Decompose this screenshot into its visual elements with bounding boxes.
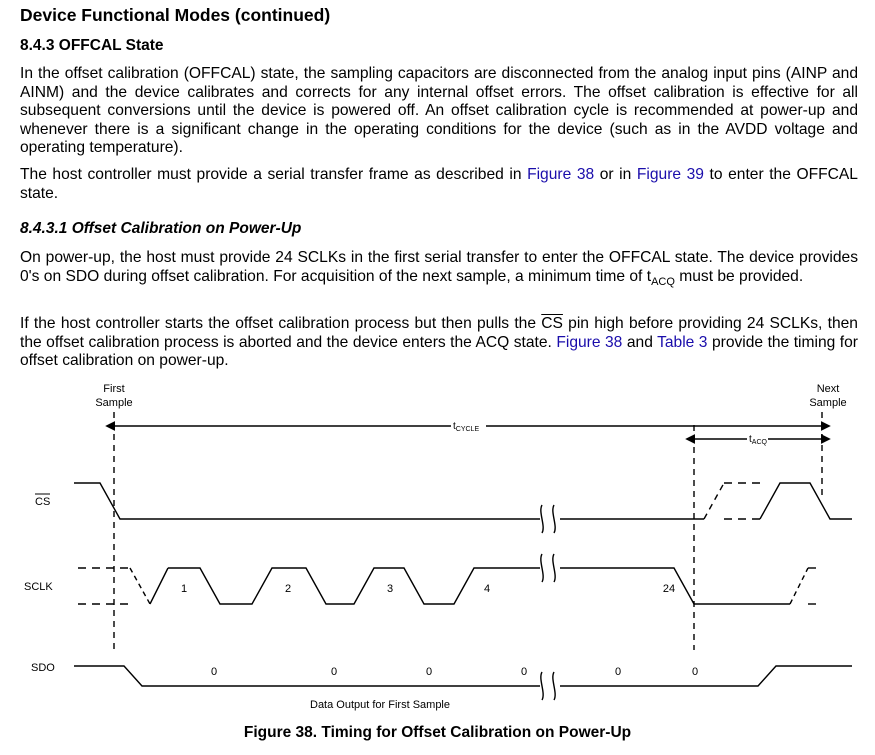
cs-waveform bbox=[74, 483, 540, 519]
p4-text-c: and bbox=[622, 333, 658, 351]
first-sample-label-line1: First bbox=[103, 383, 125, 395]
sclk-pulse-3: 3 bbox=[386, 583, 394, 595]
subsection-title: 8.4.3 OFFCAL State bbox=[20, 37, 164, 54]
paragraph-offcal-intro: In the offset calibration (OFFCAL) state, the sampling capacitors are disconnected from the analog input pins (AINP and AINM) and the device calibrates and corrects for any internal offset errors. The offset calibration is effective for all subsequent conversions until the device is powered off. An offset calibration cycle is recommended at power-up and whenever there is a significant change in the operating conditions for the device (such as in the AVDD voltage and operating temperature). bbox=[20, 65, 858, 156]
p4-text-b: pin high before providing 24 SCLKs, then the offset calibration process is aborted and the device enters the ACQ state. bbox=[20, 315, 858, 351]
cs-waveform-end bbox=[760, 483, 852, 519]
p3-text-a: On power-up, the host must provide 24 SCLKs in the first serial transfer to enter the OFFCAL state. The device provides 0's on SDO during offset calibration. For acquisition of the next sample, a minimum time of t bbox=[20, 249, 858, 285]
sdo-bit-0-f: 0 bbox=[691, 666, 699, 678]
sdo-bit-0-b: 0 bbox=[330, 666, 338, 678]
sdo-signal-label: SDO bbox=[31, 662, 55, 674]
sclk-pulse-2: 2 bbox=[284, 583, 292, 595]
next-sample-label-line2: Sample bbox=[809, 397, 847, 409]
p2-text-b: or in bbox=[594, 166, 637, 183]
break-symbol-sdo-left bbox=[541, 672, 543, 700]
break-symbol-cs-left bbox=[541, 505, 543, 533]
paragraph-host-frame bbox=[20, 166, 858, 203]
break-symbol-sdo-right bbox=[553, 672, 555, 700]
table-3-link[interactable]: Table 3 bbox=[657, 333, 708, 351]
figure-caption: Figure 38. Timing for Offset Calibration on Power-Up bbox=[243, 724, 632, 741]
p4-text-d: provide the timing for offset calibration on power-up. bbox=[20, 333, 858, 369]
break-symbol-sclk-right bbox=[553, 554, 555, 582]
p3-subscript: ACQ bbox=[651, 275, 675, 288]
data-output-label: Data Output for First Sample bbox=[310, 699, 450, 711]
break-symbol-cs-right bbox=[553, 505, 555, 533]
tcycle-t: t bbox=[453, 421, 456, 432]
sdo-bit-0-a: 0 bbox=[210, 666, 218, 678]
sdo-bit-0-c: 0 bbox=[425, 666, 433, 678]
sdo-bit-0-d: 0 bbox=[520, 666, 528, 678]
section-title: Device Functional Modes (continued) bbox=[20, 5, 331, 25]
sclk-dashed-fall bbox=[130, 568, 150, 604]
cs-pin-name: $\overline{CS}$ bbox=[541, 315, 563, 332]
subsubsection-title: 8.4.3.1 Offset Calibration on Power-Up bbox=[20, 220, 302, 237]
cs-signal-label: CS bbox=[35, 496, 51, 508]
p2-text-c: to enter the OFFCAL state. bbox=[20, 166, 858, 202]
tacq-t: t bbox=[749, 434, 752, 445]
figure-38-link-2[interactable]: Figure 38 bbox=[556, 333, 623, 351]
sclk-rise-1 bbox=[150, 568, 168, 604]
sdo-waveform-cont bbox=[560, 666, 852, 686]
p3-text-b: must be provided. bbox=[674, 267, 804, 285]
sclk-signal-label: SCLK bbox=[24, 581, 53, 593]
sclk-pulse-1: 1 bbox=[180, 583, 188, 595]
break-symbol-sclk-left bbox=[541, 554, 543, 582]
paragraph-abort bbox=[20, 315, 858, 371]
figure-38-link[interactable]: Figure 38 bbox=[527, 166, 595, 183]
sclk-dashed-rise bbox=[790, 568, 808, 604]
sdo-waveform bbox=[74, 666, 540, 686]
tacq-sub: ACQ bbox=[751, 439, 767, 446]
sclk-pulse-24: 24 bbox=[662, 583, 676, 595]
paragraph-power-up bbox=[20, 249, 858, 291]
p2-text-a: The host controller must provide a serial transfer frame as described in bbox=[20, 166, 528, 183]
sclk-pulse-4: 4 bbox=[483, 583, 491, 595]
tcycle-sub: CYCLE bbox=[455, 426, 480, 433]
timing-diagram bbox=[0, 370, 875, 715]
figure-39-link[interactable]: Figure 39 bbox=[636, 166, 704, 183]
next-sample-label-line1: Next bbox=[816, 383, 840, 395]
first-sample-label-line2: Sample bbox=[95, 397, 133, 409]
sdo-bit-0-e: 0 bbox=[614, 666, 622, 678]
cs-dashed-rise bbox=[704, 483, 724, 519]
p4-text-a: If the host controller starts the offset calibration process but then pulls the bbox=[20, 315, 542, 332]
